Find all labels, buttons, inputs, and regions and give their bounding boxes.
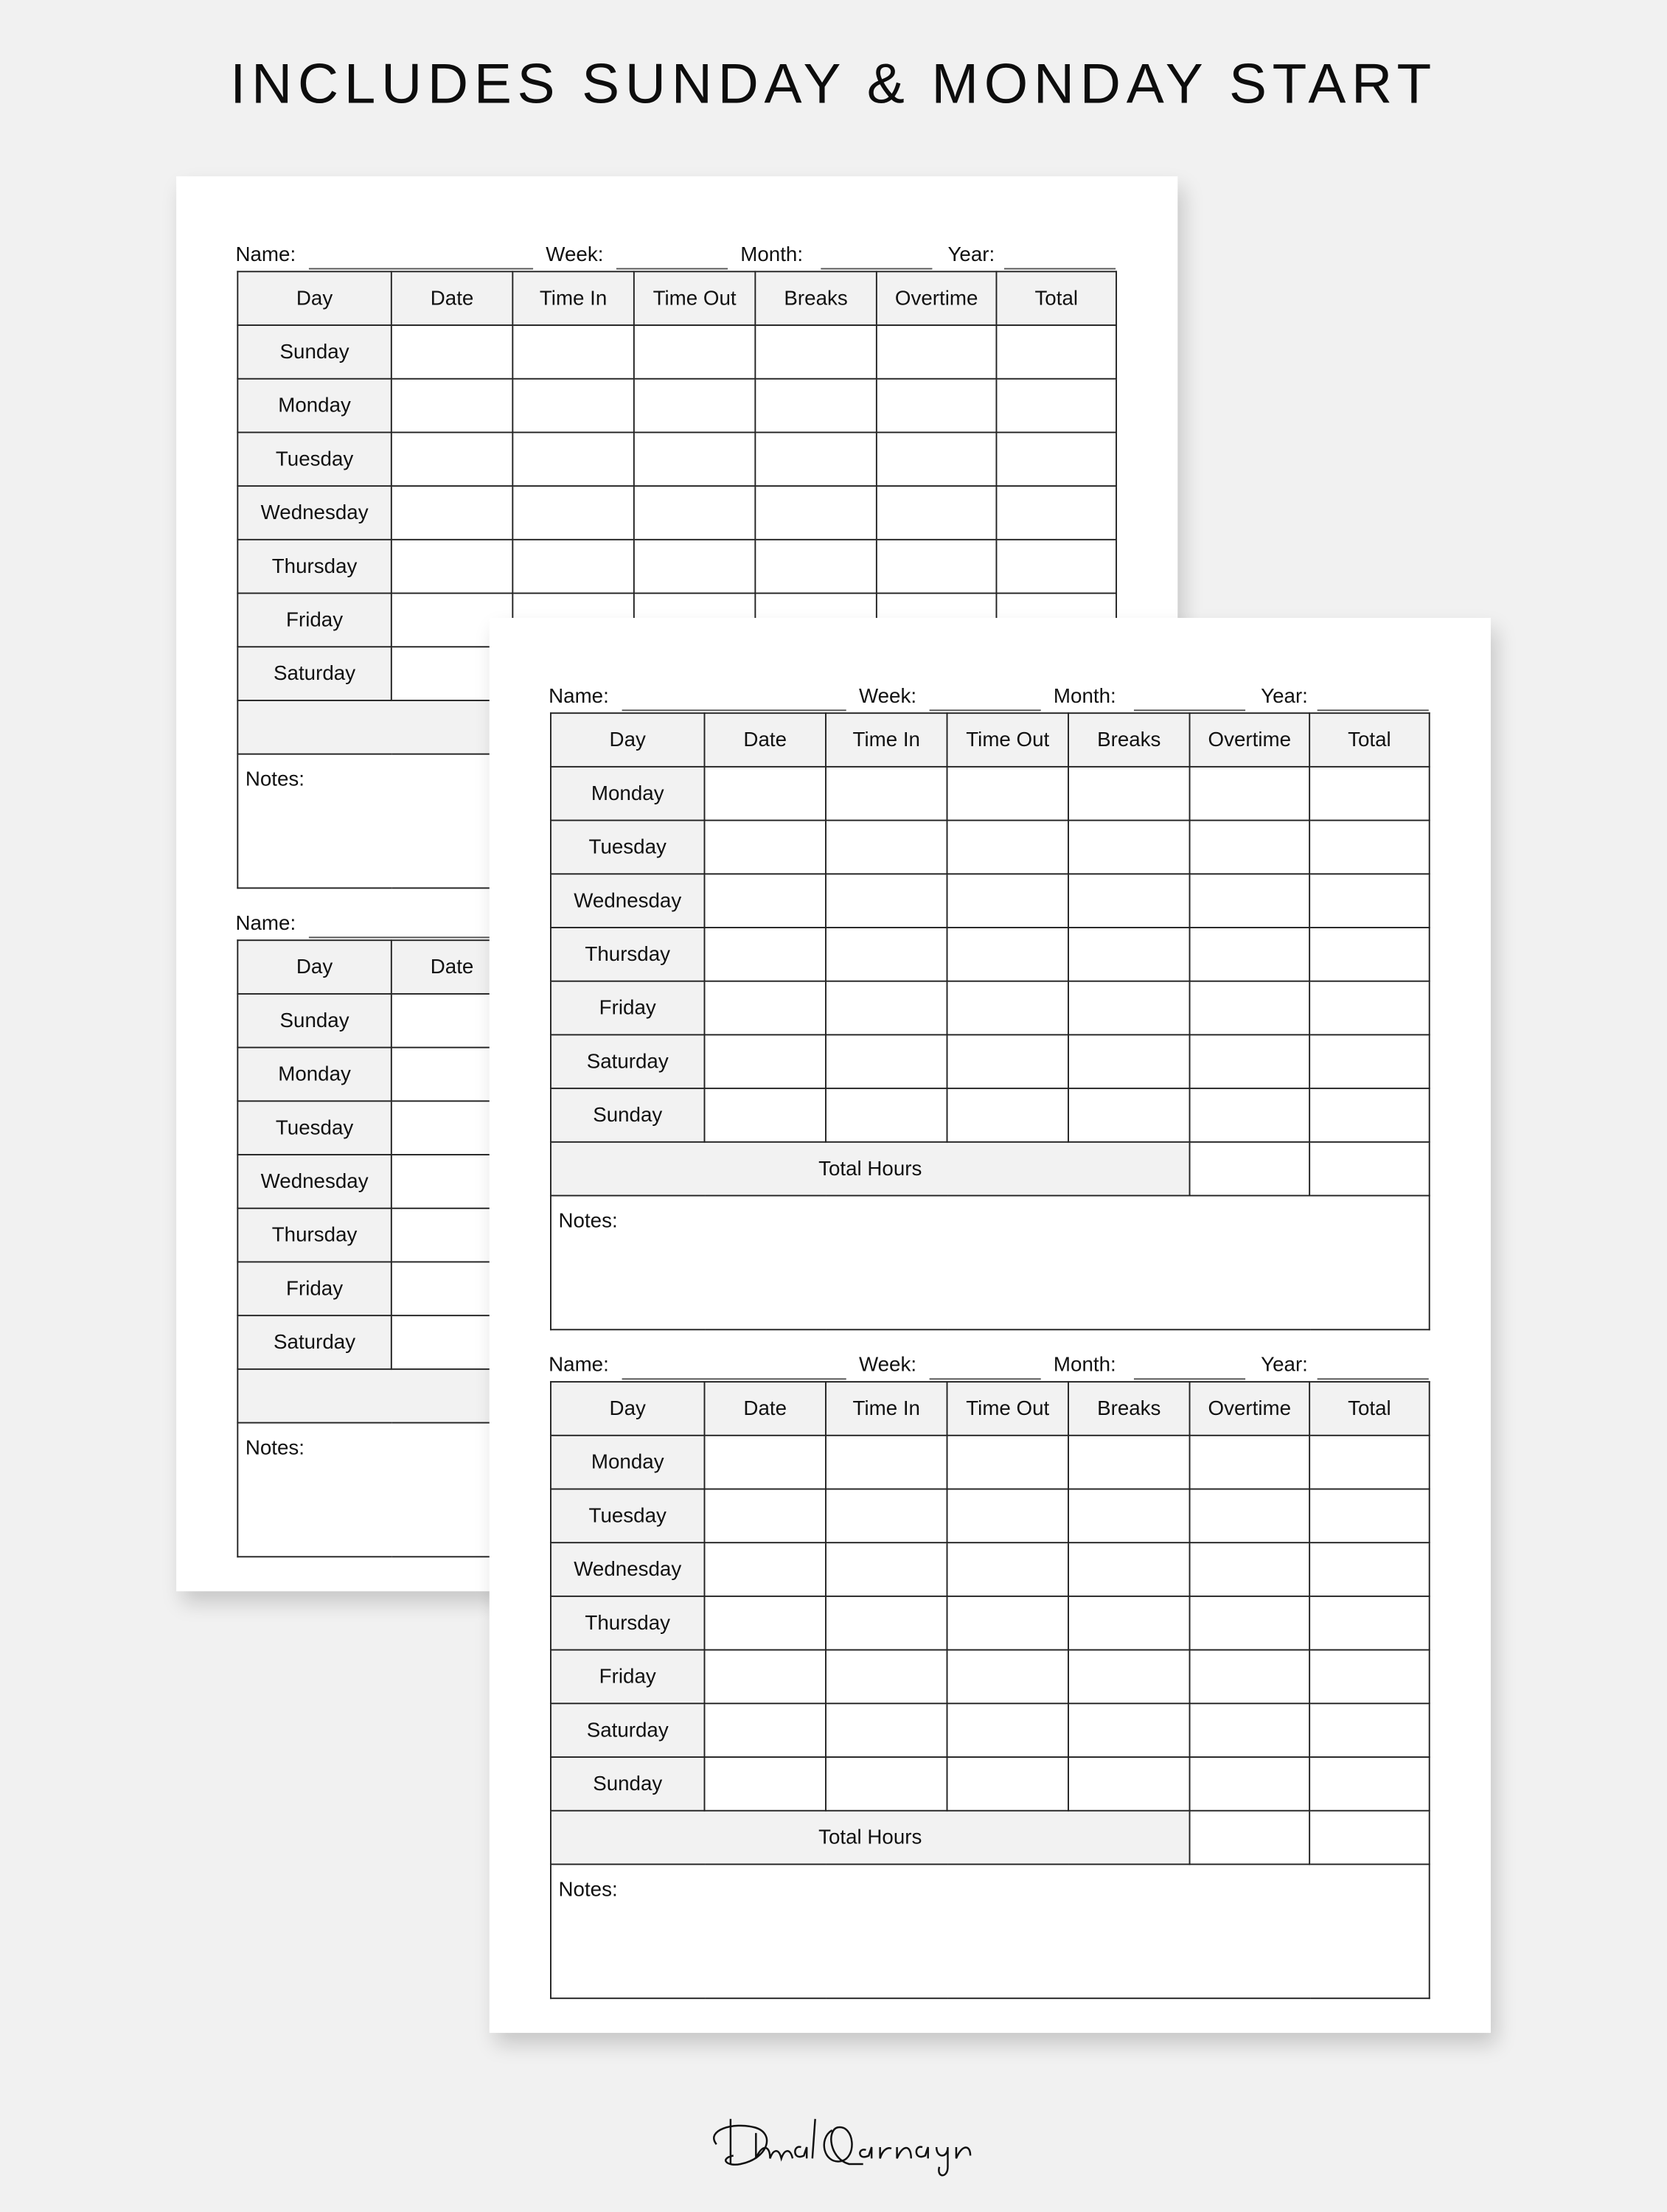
day-label: Friday	[551, 1650, 705, 1704]
column-header: Day	[551, 1382, 705, 1436]
entry-cell[interactable]	[1309, 874, 1430, 928]
day-label: Sunday	[237, 325, 391, 379]
day-label: Tuesday	[551, 821, 705, 874]
column-header: Total	[1309, 1382, 1430, 1436]
entry-cell[interactable]	[1309, 1703, 1430, 1757]
entry-cell[interactable]	[1068, 1703, 1190, 1757]
table-row	[551, 1543, 1430, 1596]
day-label: Sunday	[237, 994, 391, 1048]
day-label: Friday	[237, 1262, 391, 1315]
column-header: Overtime	[1190, 713, 1310, 767]
entry-cell[interactable]	[704, 1489, 826, 1543]
notes-row	[551, 1196, 1430, 1330]
name-field[interactable]	[622, 709, 846, 711]
entry-cell[interactable]	[704, 1596, 826, 1650]
entry-cell[interactable]	[826, 981, 947, 1035]
table-row	[551, 1757, 1430, 1811]
header-fields	[235, 244, 1117, 272]
entry-cell[interactable]	[1309, 1596, 1430, 1650]
entry-cell[interactable]	[826, 874, 947, 928]
entry-cell[interactable]	[1190, 981, 1310, 1035]
entry-cell[interactable]	[634, 432, 756, 486]
entry-cell[interactable]	[826, 1436, 947, 1489]
day-label: Wednesday	[551, 874, 705, 928]
name-field[interactable]	[309, 268, 533, 270]
entry-cell[interactable]	[391, 540, 513, 594]
entry-cell[interactable]	[704, 1650, 826, 1704]
notes-field[interactable]: Notes:	[551, 1196, 1430, 1330]
day-label: Monday	[237, 379, 391, 433]
table-row	[551, 1034, 1430, 1088]
column-header: Breaks	[755, 271, 877, 325]
entry-cell[interactable]	[1190, 928, 1310, 981]
entry-cell[interactable]	[826, 1757, 947, 1811]
entry-cell[interactable]	[704, 821, 826, 874]
header-fields	[549, 686, 1430, 714]
day-label: Thursday	[237, 540, 391, 594]
entry-cell[interactable]	[1190, 1088, 1310, 1142]
year-field[interactable]	[1318, 709, 1429, 711]
table-row	[551, 821, 1430, 874]
entry-cell[interactable]	[1068, 928, 1190, 981]
entry-cell[interactable]	[704, 1543, 826, 1596]
entry-cell[interactable]	[512, 325, 634, 379]
entry-cell[interactable]	[826, 1489, 947, 1543]
entry-cell[interactable]	[826, 1543, 947, 1596]
entry-cell[interactable]	[1190, 874, 1310, 928]
entry-cell[interactable]	[877, 325, 997, 379]
month-label: Month:	[1053, 1354, 1116, 1377]
column-header: Day	[551, 713, 705, 767]
entry-cell[interactable]	[704, 981, 826, 1035]
column-header: Date	[391, 940, 513, 994]
week-label: Week:	[546, 244, 604, 267]
day-label: Tuesday	[551, 1489, 705, 1543]
column-header: Overtime	[877, 271, 997, 325]
entry-cell[interactable]	[704, 1088, 826, 1142]
entry-cell[interactable]	[947, 1034, 1069, 1088]
column-header: Time Out	[947, 1382, 1069, 1436]
entry-cell[interactable]	[1309, 1034, 1430, 1088]
year-label: Year:	[947, 244, 995, 267]
table-row	[237, 325, 1116, 379]
entry-cell[interactable]	[755, 325, 877, 379]
table-row	[551, 1703, 1430, 1757]
entry-cell[interactable]	[1309, 821, 1430, 874]
column-header: Time Out	[634, 271, 756, 325]
day-label: Monday	[551, 767, 705, 821]
entry-cell[interactable]	[947, 767, 1069, 821]
month-field[interactable]	[821, 268, 932, 270]
day-label: Sunday	[551, 1757, 705, 1811]
hours-total-cell[interactable]	[1309, 1142, 1430, 1196]
entry-cell[interactable]	[947, 1757, 1069, 1811]
day-label: Tuesday	[237, 432, 391, 486]
entry-cell[interactable]	[996, 325, 1116, 379]
entry-cell[interactable]	[1068, 1757, 1190, 1811]
entry-cell[interactable]	[947, 928, 1069, 981]
column-header: Day	[237, 940, 391, 994]
entry-cell[interactable]	[1068, 821, 1190, 874]
entry-cell[interactable]	[947, 821, 1069, 874]
entry-cell[interactable]	[1068, 874, 1190, 928]
overtime-total-cell[interactable]	[1190, 1811, 1310, 1865]
day-label: Thursday	[551, 1596, 705, 1650]
entry-cell[interactable]	[826, 1650, 947, 1704]
day-label: Thursday	[551, 928, 705, 981]
overtime-total-cell[interactable]	[1190, 1142, 1310, 1196]
entry-cell[interactable]	[1190, 767, 1310, 821]
entry-cell[interactable]	[755, 379, 877, 433]
entry-cell[interactable]	[1068, 1650, 1190, 1704]
entry-cell[interactable]	[1309, 1757, 1430, 1811]
entry-cell[interactable]	[1190, 1489, 1310, 1543]
entry-cell[interactable]	[1309, 981, 1430, 1035]
entry-cell[interactable]	[947, 1088, 1069, 1142]
week-field[interactable]	[616, 268, 728, 270]
year-label: Year:	[1261, 1354, 1308, 1377]
name-label: Name:	[549, 1354, 609, 1377]
entry-cell[interactable]	[1190, 1757, 1310, 1811]
table-row	[237, 432, 1116, 486]
table-row	[551, 1489, 1430, 1543]
entry-cell[interactable]	[755, 432, 877, 486]
entry-cell[interactable]	[704, 1703, 826, 1757]
entry-cell[interactable]	[704, 1436, 826, 1489]
entry-cell[interactable]	[391, 432, 513, 486]
total-hours-label: Total Hours	[551, 1811, 1190, 1865]
name-label: Name:	[235, 244, 296, 267]
day-label: Saturday	[237, 1315, 391, 1369]
entry-cell[interactable]	[1068, 1034, 1190, 1088]
column-header: Total	[996, 271, 1116, 325]
headline: INCLUDES SUNDAY & MONDAY START	[230, 53, 1437, 116]
entry-cell[interactable]	[877, 432, 997, 486]
entry-cell[interactable]	[704, 928, 826, 981]
entry-cell[interactable]	[947, 874, 1069, 928]
entry-cell[interactable]	[826, 1088, 947, 1142]
entry-cell[interactable]	[1068, 981, 1190, 1035]
entry-cell[interactable]	[826, 928, 947, 981]
entry-cell[interactable]	[1309, 1543, 1430, 1596]
entry-cell[interactable]	[1309, 767, 1430, 821]
entry-cell[interactable]	[1068, 767, 1190, 821]
entry-cell[interactable]	[1190, 1543, 1310, 1596]
entry-cell[interactable]	[826, 1034, 947, 1088]
entry-cell[interactable]	[1309, 1489, 1430, 1543]
entry-cell[interactable]	[877, 486, 997, 540]
entry-cell[interactable]	[1190, 1436, 1310, 1489]
day-label: Wednesday	[237, 1155, 391, 1208]
header-row	[551, 1382, 1430, 1436]
entry-cell[interactable]	[634, 540, 756, 594]
column-header: Total	[1309, 713, 1430, 767]
entry-cell[interactable]	[1190, 1034, 1310, 1088]
column-header: Day	[237, 271, 391, 325]
entry-cell[interactable]	[1190, 1703, 1310, 1757]
month-field[interactable]	[1134, 709, 1245, 711]
entry-cell[interactable]	[704, 1034, 826, 1088]
entry-cell[interactable]	[947, 1543, 1069, 1596]
column-header: Time In	[512, 271, 634, 325]
entry-cell[interactable]	[826, 1703, 947, 1757]
column-header: Date	[704, 1382, 826, 1436]
day-label: Wednesday	[237, 486, 391, 540]
entry-cell[interactable]	[826, 767, 947, 821]
entry-cell[interactable]	[877, 379, 997, 433]
total-row	[551, 1142, 1430, 1196]
entry-cell[interactable]	[996, 432, 1116, 486]
entry-cell[interactable]	[1309, 1088, 1430, 1142]
entry-cell[interactable]	[1068, 1543, 1190, 1596]
table-row	[551, 1596, 1430, 1650]
entry-cell[interactable]	[1068, 1436, 1190, 1489]
entry-cell[interactable]	[1190, 1650, 1310, 1704]
table-row	[551, 1436, 1430, 1489]
entry-cell[interactable]	[996, 486, 1116, 540]
entry-cell[interactable]	[1190, 821, 1310, 874]
entry-cell[interactable]	[704, 1757, 826, 1811]
day-label: Friday	[237, 594, 391, 647]
entry-cell[interactable]	[996, 379, 1116, 433]
day-label: Monday	[551, 1436, 705, 1489]
notes-field[interactable]: Notes:	[237, 754, 1116, 888]
table-row	[237, 379, 1116, 433]
table-row	[237, 486, 1116, 540]
entry-cell[interactable]	[826, 821, 947, 874]
column-header: Date	[391, 271, 513, 325]
table-row	[551, 767, 1430, 821]
table-row	[551, 1088, 1430, 1142]
month-label: Month:	[1053, 685, 1116, 709]
entry-cell[interactable]	[947, 1489, 1069, 1543]
notes-row	[551, 1864, 1430, 1998]
header-row	[551, 713, 1430, 767]
header-row	[237, 271, 1116, 325]
notes-field[interactable]: Notes:	[551, 1864, 1430, 1998]
day-label: Thursday	[237, 1208, 391, 1262]
entry-cell[interactable]	[755, 540, 877, 594]
entry-cell[interactable]	[947, 1650, 1069, 1704]
entry-cell[interactable]	[391, 486, 513, 540]
timesheet-table	[550, 1381, 1430, 1999]
signature-logo	[691, 2102, 973, 2187]
day-label: Friday	[551, 981, 705, 1035]
column-header: Time Out	[947, 713, 1069, 767]
month-label: Month:	[740, 244, 804, 267]
entry-cell[interactable]	[947, 1703, 1069, 1757]
entry-cell[interactable]	[877, 540, 997, 594]
year-label: Year:	[1261, 685, 1308, 709]
entry-cell[interactable]	[947, 1596, 1069, 1650]
day-label: Saturday	[237, 647, 391, 700]
month-field[interactable]	[1134, 1378, 1245, 1380]
entry-cell[interactable]	[1309, 928, 1430, 981]
entry-cell[interactable]	[755, 486, 877, 540]
name-label: Name:	[235, 912, 296, 936]
year-field[interactable]	[1318, 1378, 1429, 1380]
entry-cell[interactable]	[1309, 1650, 1430, 1704]
column-header: Time In	[826, 1382, 947, 1436]
table-row	[551, 1650, 1430, 1704]
column-header: Overtime	[1190, 1382, 1310, 1436]
year-field[interactable]	[1004, 268, 1116, 270]
entry-cell[interactable]	[512, 540, 634, 594]
notes-field[interactable]: Notes:	[237, 1423, 1116, 1557]
entry-cell[interactable]	[634, 486, 756, 540]
entry-cell[interactable]	[634, 379, 756, 433]
entry-cell[interactable]	[826, 1596, 947, 1650]
entry-cell[interactable]	[704, 767, 826, 821]
day-label: Sunday	[551, 1088, 705, 1142]
day-label: Saturday	[551, 1703, 705, 1757]
name-label: Name:	[549, 685, 609, 709]
day-label: Saturday	[551, 1034, 705, 1088]
week-label: Week:	[858, 1354, 917, 1377]
entry-cell[interactable]	[512, 379, 634, 433]
header-fields	[549, 1354, 1430, 1382]
column-header: Breaks	[1068, 1382, 1190, 1436]
entry-cell[interactable]	[947, 1436, 1069, 1489]
column-header: Breaks	[1068, 713, 1190, 767]
total-row	[551, 1811, 1430, 1865]
entry-cell[interactable]	[947, 981, 1069, 1035]
week-field[interactable]	[930, 709, 1041, 711]
entry-cell[interactable]	[996, 540, 1116, 594]
entry-cell[interactable]	[391, 325, 513, 379]
entry-cell[interactable]	[1309, 1436, 1430, 1489]
column-header: Time In	[826, 713, 947, 767]
entry-cell[interactable]	[512, 486, 634, 540]
entry-cell[interactable]	[704, 874, 826, 928]
table-row	[551, 874, 1430, 928]
column-header: Date	[704, 713, 826, 767]
day-label: Wednesday	[551, 1543, 705, 1596]
timesheet-page-monday-start	[490, 618, 1491, 2033]
entry-cell[interactable]	[512, 432, 634, 486]
entry-cell[interactable]	[1068, 1088, 1190, 1142]
table-row	[551, 981, 1430, 1035]
name-field[interactable]	[622, 1378, 846, 1380]
day-label: Monday	[237, 1048, 391, 1102]
hours-total-cell[interactable]	[1309, 1811, 1430, 1865]
timesheet-table	[550, 712, 1430, 1330]
entry-cell[interactable]	[1068, 1489, 1190, 1543]
entry-cell[interactable]	[1068, 1596, 1190, 1650]
day-label: Tuesday	[237, 1101, 391, 1155]
entry-cell[interactable]	[634, 325, 756, 379]
table-row	[237, 540, 1116, 594]
entry-cell[interactable]	[391, 379, 513, 433]
week-field[interactable]	[930, 1378, 1041, 1380]
entry-cell[interactable]	[1190, 1596, 1310, 1650]
table-row	[551, 928, 1430, 981]
week-label: Week:	[858, 685, 917, 709]
total-hours-label: Total Hours	[551, 1142, 1190, 1196]
